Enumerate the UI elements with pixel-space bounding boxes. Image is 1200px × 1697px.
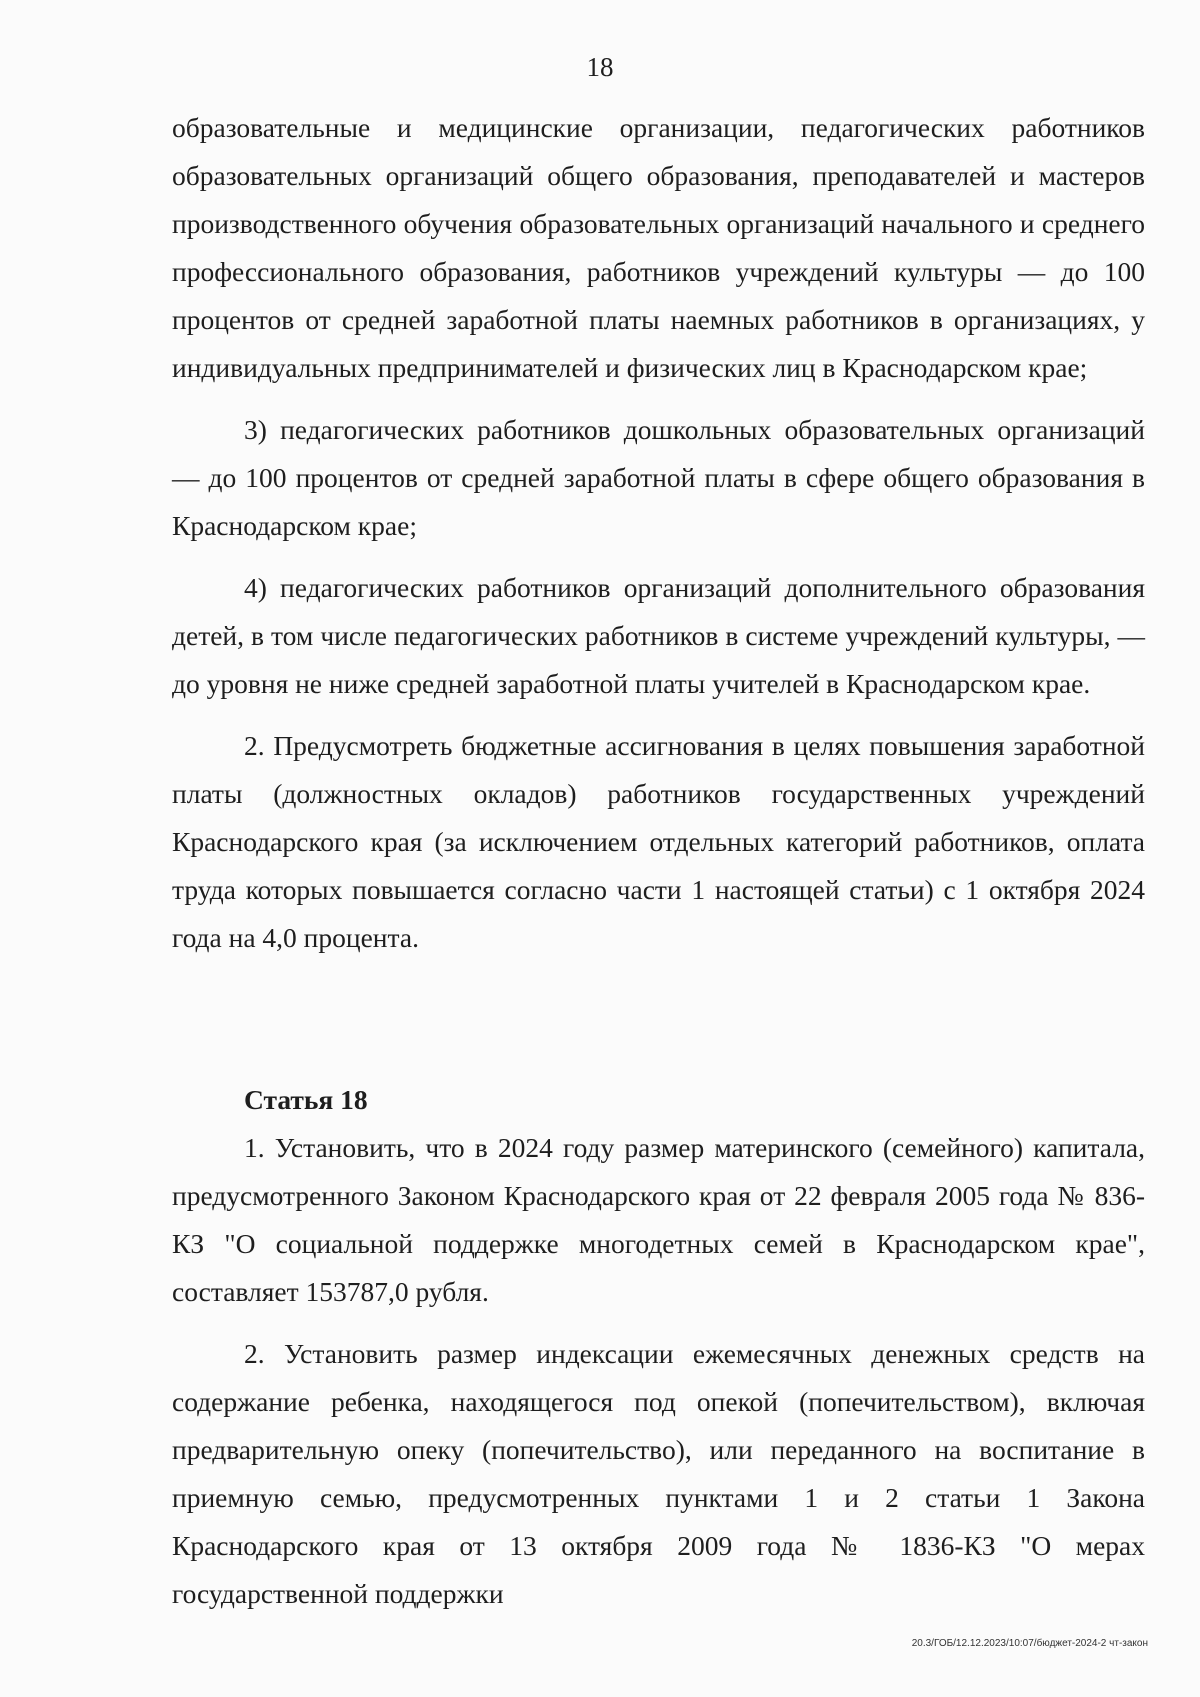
paragraph: 1. Установить, что в 2024 году размер материнского (семейного) капитала, предусмотренного Законом Краснодарского края от 22 февраля 2005 года № 836-КЗ "О социальной поддержке многодетных семей в Краснодарском крае", составляет 153787,0 рубля. <box>172 1132 1145 1307</box>
paragraph: 4) педагогических работников организаций дополнительного образования детей, в том числе педагогических работников в системе учреждений культуры, — до уровня не ниже средней заработной платы учителей в Краснодарском крае. <box>172 572 1145 699</box>
text-block-article <box>172 1076 1145 1618</box>
article-heading: Статья 18 <box>244 1084 368 1115</box>
paragraph: 3) педагогических работников дошкольных образовательных организаций — до 100 процентов от средней заработной платы в сфере общего образования в Краснодарском крае; <box>172 414 1145 541</box>
paragraph: 2. Установить размер индексации ежемесячных денежных средств на содержание ребенка, находящегося под опекой (попечительством), включая предварительную опеку (попечительство), или переданного на воспитание в приемную семью, предусмотренных пунктами 1 и 2 статьи 1 Закона Краснодарского края от 13 октября 2009 года № 1836-КЗ "О мерах государственной поддержки <box>172 1338 1145 1609</box>
footer-reference: 20.3/ГОБ/12.12.2023/10:07/бюджет-2024-2 чт-закон <box>911 1638 1148 1649</box>
paragraph: 2. Предусмотреть бюджетные ассигнования в целях повышения заработной платы (должностных окладов) работников государственных учреждений Краснодарского края (за исключением отдельных категорий работников, оплата труда которых повышается согласно части 1 настоящей статьи) с 1 октября 2024 года на 4,0 процента. <box>172 730 1145 953</box>
page-number: 18 <box>586 52 614 82</box>
text-block-top <box>172 104 1145 962</box>
paragraph: образовательные и медицинские организации, педагогических работников образовательных организаций общего образования, преподавателей и мастеров производственного обучения образовательных организаций начального и среднего профессионального образования, работников учреждений культуры — до 100 процентов от средней заработной платы наемных работников в организациях, у индивидуальных предпринимателей и физических лиц в Краснодарском крае; <box>172 112 1145 383</box>
